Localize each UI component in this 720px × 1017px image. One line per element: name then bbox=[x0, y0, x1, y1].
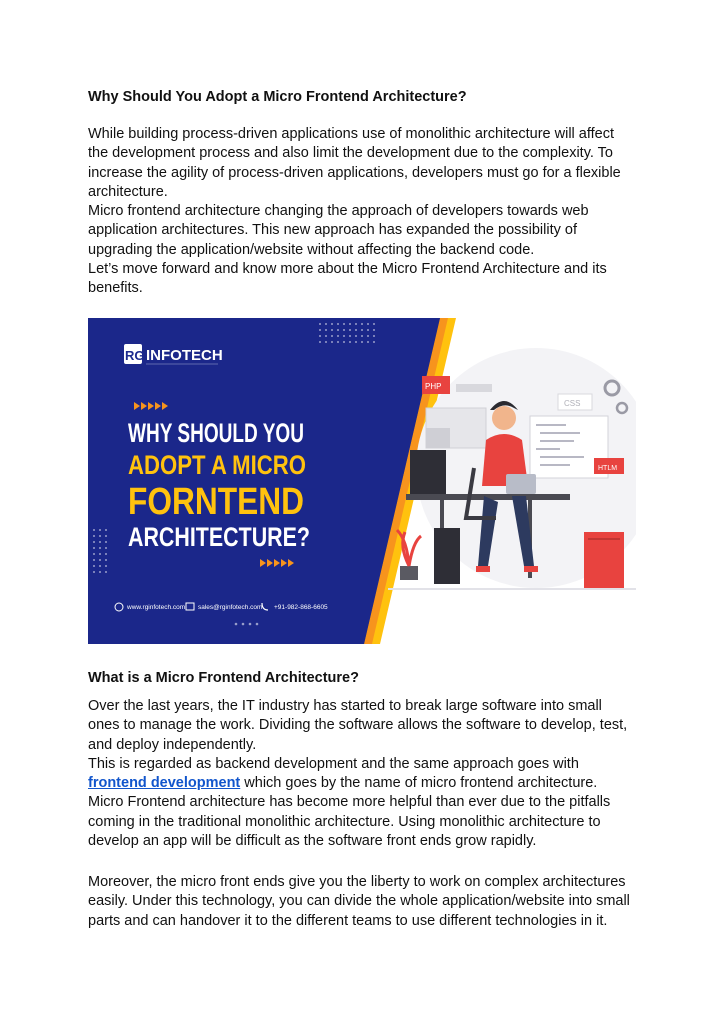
banner-line-4: ARCHITECTURE? bbox=[128, 522, 310, 552]
svg-text:RG: RG bbox=[125, 348, 145, 363]
tag-html: HTLM bbox=[598, 465, 618, 472]
section3-paragraph-1: Moreover, the micro front ends give you the liberty to work on complex architectures easily. Under this technology, you can divide the whole application/website into small parts and can handover it to the different teams to use different technologies in it. bbox=[88, 874, 630, 929]
heading-what-is: What is a Micro Frontend Architecture? bbox=[88, 670, 359, 686]
section2-p2-tail: which goes by the name of micro frontend architecture. bbox=[240, 775, 598, 792]
intro-section bbox=[88, 125, 636, 299]
section2-paragraph-2 bbox=[88, 755, 636, 794]
banner-website: www.rginfotech.com bbox=[127, 604, 186, 611]
tag-css: CSS bbox=[564, 399, 581, 408]
intro-paragraph-1: While building process-driven applications use of monolithic architecture will affect the development process and also limit the development due to the complexity. To increase the agility of process-driven applications, developers must go for a flexible architecture. bbox=[88, 126, 621, 200]
logo bbox=[124, 344, 223, 364]
banner-phone: +91-982-868-6605 bbox=[274, 604, 328, 611]
section-what-is bbox=[88, 697, 636, 851]
banner-line-3: FORNTEND bbox=[128, 481, 304, 523]
tag-php: PHP bbox=[425, 382, 442, 391]
banner-line-1: WHY SHOULD YOU bbox=[128, 418, 304, 448]
logo-name: INFOTECH bbox=[146, 347, 223, 364]
section2-paragraph-3: Micro Frontend architecture has become more helpful than ever due to the pitfalls coming in the traditional monolithic architecture. Using monolithic architecture to develop an app will be difficult as the software front ends grow rapidly. bbox=[88, 794, 611, 850]
section-moreover bbox=[88, 873, 636, 931]
banner-line-2: ADOPT A MICRO bbox=[128, 450, 306, 480]
banner-email: sales@rginfotech.com bbox=[198, 604, 263, 611]
intro-paragraph-2: Micro frontend architecture changing the approach of developers towards web application architectures. This new approach has expanded the possibility of upgrading the application/website without affecting the backend code. bbox=[88, 203, 589, 258]
section2-paragraph-1: Over the last years, the IT industry has started to break large software into small ones to manage the work. Dividing the software allows the software to develop, test, and deploy independently. bbox=[88, 698, 628, 753]
intro-paragraph-3: Let’s move forward and know more about the Micro Frontend Architecture and its benefits. bbox=[88, 261, 607, 297]
banner-image bbox=[88, 318, 636, 644]
section2-p2-text: This is regarded as backend development and the same approach goes with bbox=[88, 755, 579, 772]
heading-why-adopt: Why Should You Adopt a Micro Frontend Architecture? bbox=[88, 89, 467, 105]
frontend-development-link[interactable]: frontend development bbox=[88, 775, 241, 792]
